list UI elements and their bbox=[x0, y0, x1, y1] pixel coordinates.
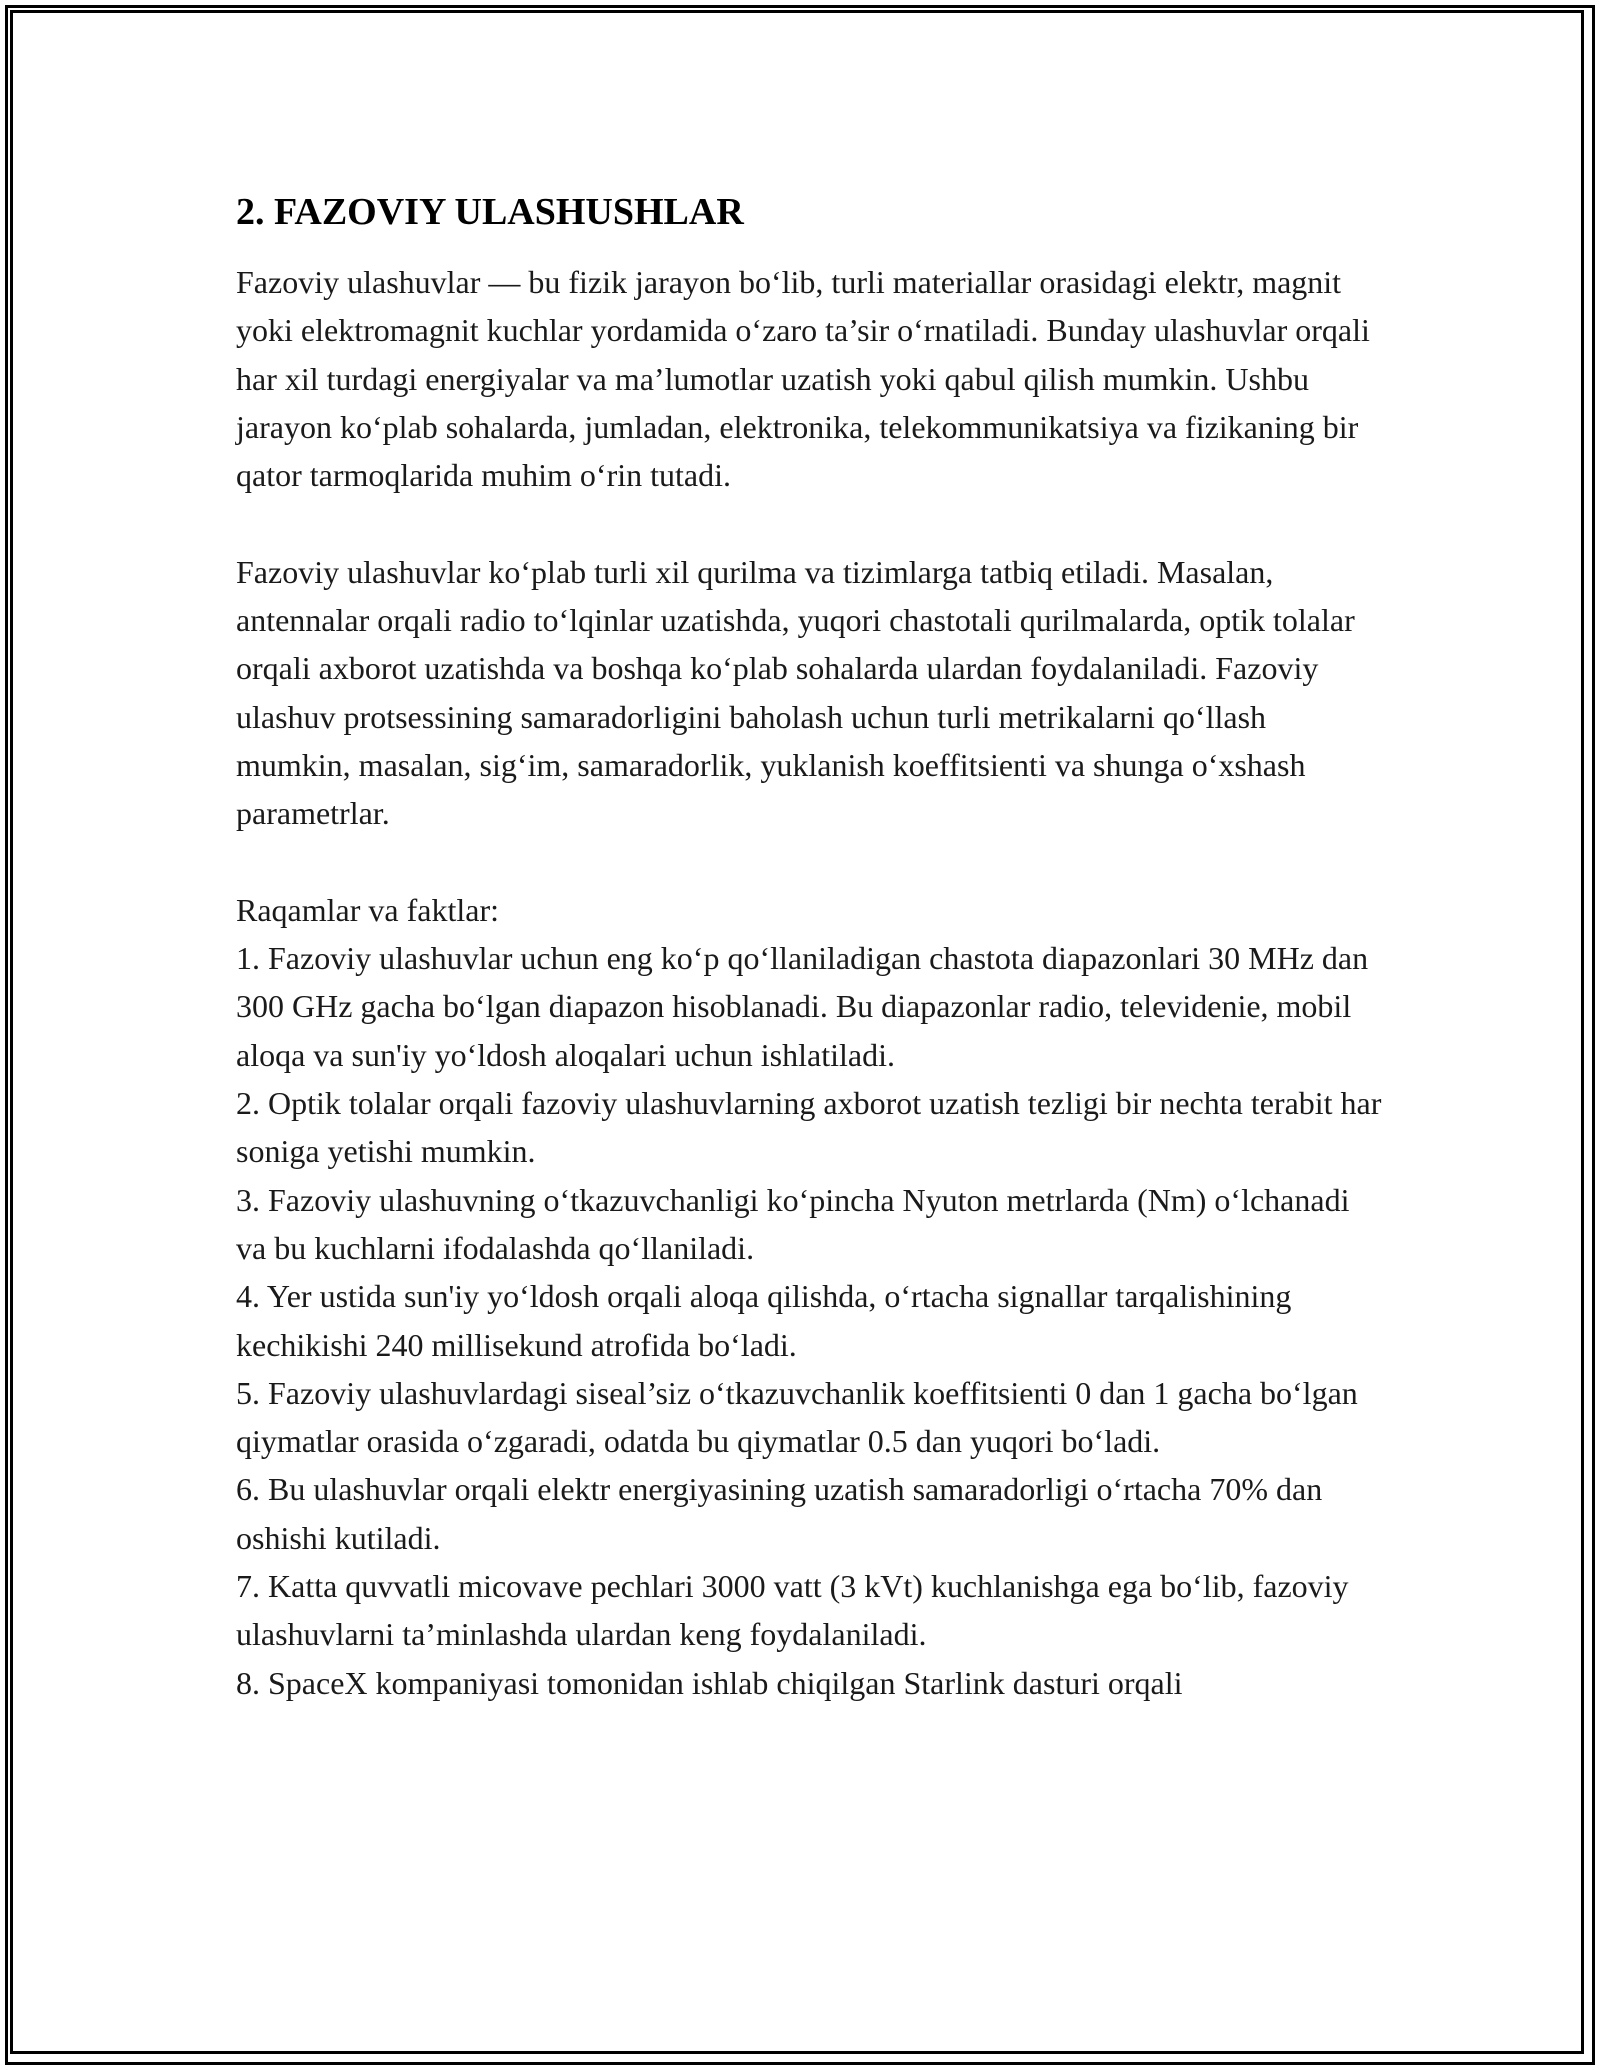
facts-title: Raqamlar va faktlar: bbox=[236, 891, 499, 928]
fact-item-5: 5. Fazoviy ulashuvlardagi siseal’siz o‘tkazuvchanlik koeffitsienti 0 dan 1 gacha bo‘lgan qiymatlar orasida o‘zgaradi, odatda bu qiymatlar 0.5 dan yuqori bo‘ladi. bbox=[236, 1374, 1358, 1460]
fact-item-8: 8. SpaceX kompaniyasi tomonidan ishlab chiqilgan Starlink dasturi orqali bbox=[236, 1664, 1183, 1701]
fact-item-1: 1. Fazoviy ulashuvlar uchun eng ko‘p qo‘llaniladigan chastota diapazonlari 30 MHz dan 300 GHz gacha bo‘lgan diapazon hisoblanadi. Bu diapazonlar radio, televidenie, mobil aloqa va sun'iy yo‘ldosh aloqalari uchun ishlatiladi. bbox=[236, 940, 1369, 1073]
paragraph-gap bbox=[236, 838, 1386, 886]
page-content bbox=[236, 188, 1386, 1707]
paragraph-applications: Fazoviy ulashuvlar ko‘plab turli xil qurilma va tizimlarga tatbiq etiladi. Masalan, antennalar orqali radio to‘lqinlar uzatishda, yuqori chastotali qurilmalarda, optik tolalar orqali axborot uzatishda va boshqa ko‘plab sohalarda ulardan foydalaniladi. Fazoviy ulashuv protsessining samaradorligini baholash uchun turli metrikalarni qo‘llash mumkin, masalan, sig‘im, samaradorlik, yuklanish koeffitsienti va shunga o‘xshash parametrlar. bbox=[236, 553, 1355, 832]
fact-item-3: 3. Fazoviy ulashuvning o‘tkazuvchanligi ko‘pincha Nyuton metrlarda (Nm) o‘lchanadi va bu kuchlarni ifodalashda qo‘llaniladi. bbox=[236, 1181, 1350, 1266]
fact-item-4: 4. Yer ustida sun'iy yo‘ldosh orqali aloqa qilishda, o‘rtacha signallar tarqalishining kechikishi 240 millisekund atrofida bo‘ladi. bbox=[236, 1278, 1292, 1363]
paragraph-intro: Fazoviy ulashuvlar — bu fizik jarayon bo‘lib, turli materiallar orasidagi elektr, magnit yoki elektromagnit kuchlar yordamida o‘zaro ta’sir o‘rnatiladi. Bunday ulashuvlar orqali har xil turdagi energiyalar va ma’lumotlar uzatish yoki qabul qilish mumkin. Ushbu jarayon ko‘plab sohalarda, jumladan, elektronika, telekommunikatsiya va fizikaning bir qator tarmoqlarida muhim o‘rin tutadi. bbox=[236, 264, 1370, 494]
fact-item-2: 2. Optik tolalar orqali fazoviy ulashuvlarning axborot uzatish tezligi bir nechta terabit har soniga yetishi mumkin. bbox=[236, 1085, 1382, 1170]
paragraph-gap bbox=[236, 499, 1386, 547]
fact-item-6: 6. Bu ulashuvlar orqali elektr energiyasining uzatish samaradorligi o‘rtacha 70% dan oshishi kutiladi. bbox=[236, 1471, 1323, 1556]
section-heading: 2. FAZOVIY ULASHUSHLAR bbox=[236, 191, 744, 233]
fact-item-7: 7. Katta quvvatli micovave pechlari 3000 vatt (3 kVt) kuchlanishga ega bo‘lib, fazoviy ulashuvlarni ta’minlashda ulardan keng foydalaniladi. bbox=[236, 1568, 1349, 1653]
